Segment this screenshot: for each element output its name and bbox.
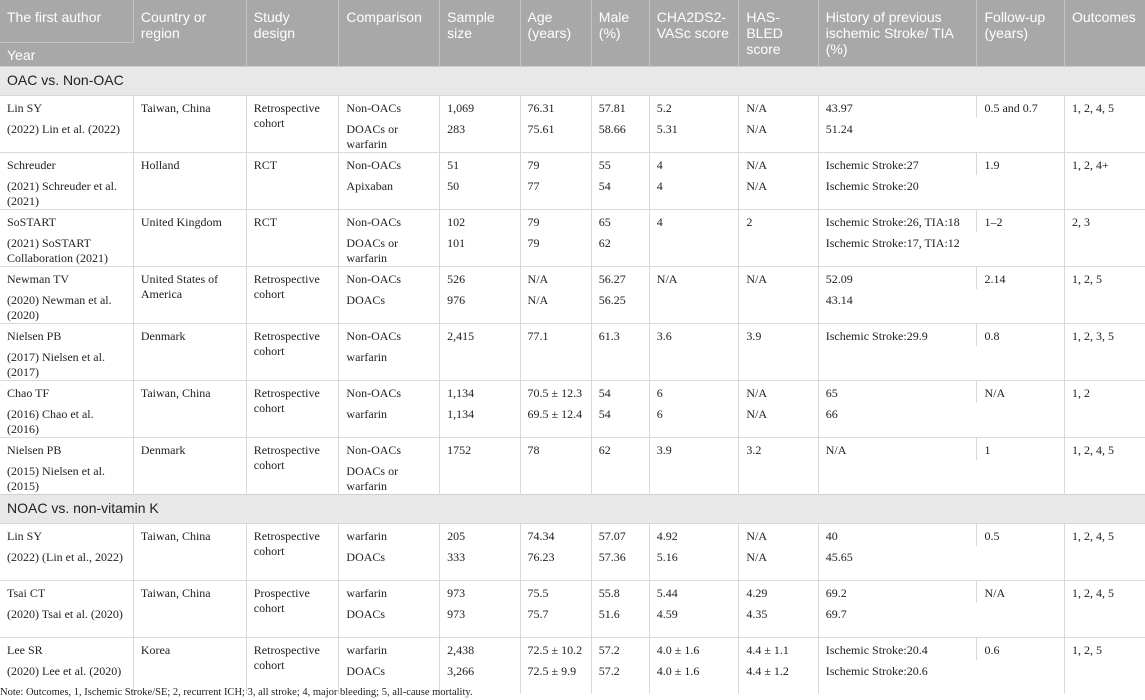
age-cell: 72.5 ± 9.9 (520, 660, 591, 694)
male-cell: 55 (591, 153, 649, 176)
section-title: NOAC vs. non-vitamin K (0, 495, 1145, 524)
cha2ds2-vasc-cell: 5.16 (649, 546, 739, 581)
has-bled-cell: 4.35 (739, 603, 818, 638)
sample-size-cell: 973 (440, 603, 520, 638)
author-cell: Newman TV (0, 267, 133, 290)
sample-size-cell: 1,134 (440, 403, 520, 438)
has-bled-cell: N/A (739, 381, 818, 404)
year-cell: (2021) SoSTART Collaboration (2021) (0, 232, 133, 267)
country-cell: Holland (133, 153, 246, 210)
male-cell: 57.81 (591, 96, 649, 119)
follow-up-cell: 1.9 (977, 153, 1065, 210)
sample-size-cell: 102 (440, 210, 520, 233)
sample-size-cell: 2,438 (440, 638, 520, 661)
section-header-row (0, 67, 1145, 96)
table-body (0, 67, 1145, 695)
comparison-cell: DOACs or warfarin (339, 460, 440, 495)
comparison-cell: Non-OACs (339, 267, 440, 290)
cha2ds2-vasc-cell: 6 (649, 403, 739, 438)
comparison-cell: warfarin (339, 581, 440, 604)
male-cell: 62 (591, 232, 649, 267)
header-year: Year (0, 43, 133, 67)
age-cell: 79 (520, 153, 591, 176)
author-cell: Schreuder (0, 153, 133, 176)
sample-size-cell: 283 (440, 118, 520, 153)
male-cell: 54 (591, 403, 649, 438)
has-bled-cell: N/A (739, 546, 818, 581)
age-cell: 79 (520, 210, 591, 233)
outcomes-cell: 1, 2, 4, 5 (1065, 438, 1145, 495)
table-header (0, 0, 1145, 67)
sample-size-cell: 333 (440, 546, 520, 581)
design-cell: Retrospective cohort (246, 438, 339, 495)
design-cell: RCT (246, 210, 339, 267)
has-bled-cell (739, 460, 818, 495)
stroke-history-cell: Ischemic Stroke:17, TIA:12 (825, 236, 960, 250)
outcomes-cell: 1, 2 (1065, 381, 1145, 438)
has-bled-cell: 2 (739, 210, 818, 233)
male-cell: 57.2 (591, 638, 649, 661)
outcomes-cell: 1, 2, 4, 5 (1065, 524, 1145, 581)
country-cell: United States of America (133, 267, 246, 324)
table-row (0, 96, 1145, 119)
stroke-history-cell: 51.24 (825, 122, 853, 136)
header-has-bled: HAS-BLED score (739, 0, 818, 67)
sample-size-cell (440, 346, 520, 381)
age-cell: 76.23 (520, 546, 591, 581)
table-row (0, 524, 1145, 547)
year-cell: (2016) Chao et al. (2016) (0, 403, 133, 438)
year-cell: (2017) Nielsen et al. (2017) (0, 346, 133, 381)
stroke-history-cell: 43.97 (818, 96, 977, 119)
comparison-cell: Non-OACs (339, 438, 440, 461)
comparison-cell: DOACs or warfarin (339, 118, 440, 153)
follow-up-cell: 0.8 (977, 324, 1065, 381)
outcomes-cell: 1, 2, 4+ (1065, 153, 1145, 210)
has-bled-cell (739, 289, 818, 324)
year-cell: (2021) Schreuder et al. (2021) (0, 175, 133, 210)
follow-up-cell: 2.14 (977, 267, 1065, 324)
country-cell: Taiwan, China (133, 524, 246, 581)
comparison-cell: Non-OACs (339, 381, 440, 404)
year-cell: (2020) Newman et al. (2020) (0, 289, 133, 324)
age-cell (520, 346, 591, 381)
follow-up-cell: 0.5 and 0.7 (977, 96, 1065, 153)
male-cell: 58.66 (591, 118, 649, 153)
stroke-history-cell: 40 (818, 524, 977, 547)
stroke-history-cell: 69.7 (825, 607, 847, 621)
cha2ds2-vasc-cell (649, 346, 739, 381)
outcomes-cell: 1, 2, 5 (1065, 267, 1145, 324)
design-cell: Retrospective cohort (246, 267, 339, 324)
age-cell: 69.5 ± 12.4 (520, 403, 591, 438)
comparison-cell: Apixaban (339, 175, 440, 210)
has-bled-cell: N/A (739, 153, 818, 176)
has-bled-cell: N/A (739, 118, 818, 153)
age-cell: 77 (520, 175, 591, 210)
comparison-cell: warfarin (339, 524, 440, 547)
comparison-cell: warfarin (339, 403, 440, 438)
outcomes-cell: 1, 2, 4, 5 (1065, 581, 1145, 638)
comparison-cell: DOACs (339, 546, 440, 581)
table-row (0, 153, 1145, 176)
table-row (0, 210, 1145, 233)
header-study-design: Study design (246, 0, 339, 67)
sample-size-cell: 973 (440, 581, 520, 604)
header-outcomes: Outcomes (1065, 0, 1145, 67)
age-cell: N/A (520, 289, 591, 324)
male-cell: 61.3 (591, 324, 649, 347)
cha2ds2-vasc-cell: 5.31 (649, 118, 739, 153)
header-cha2ds2-vasc: CHA2DS2-VASc score (649, 0, 739, 67)
stroke-history-cell: Ischemic Stroke:27 (818, 153, 977, 176)
cha2ds2-vasc-cell: 4.59 (649, 603, 739, 638)
stroke-history-cell: Ischemic Stroke:20.6 (825, 664, 928, 678)
male-cell (591, 460, 649, 495)
age-cell: 75.61 (520, 118, 591, 153)
age-cell: 75.5 (520, 581, 591, 604)
age-cell: 79 (520, 232, 591, 267)
age-cell: 76.31 (520, 96, 591, 119)
table-row (0, 381, 1145, 404)
cha2ds2-vasc-cell: N/A (649, 267, 739, 290)
sample-size-cell: 1,069 (440, 96, 520, 119)
male-cell: 65 (591, 210, 649, 233)
section-header-row (0, 495, 1145, 524)
cha2ds2-vasc-cell: 3.6 (649, 324, 739, 347)
author-cell: Tsai CT (0, 581, 133, 604)
male-cell: 54 (591, 381, 649, 404)
cha2ds2-vasc-cell: 4 (649, 153, 739, 176)
sample-size-cell: 101 (440, 232, 520, 267)
cha2ds2-vasc-cell (649, 460, 739, 495)
sample-size-cell: 976 (440, 289, 520, 324)
male-cell: 57.36 (591, 546, 649, 581)
follow-up-cell: 1–2 (977, 210, 1065, 267)
header-sample-size: Sample size (440, 0, 520, 67)
stroke-history-cell: 66 (825, 407, 838, 421)
age-cell (520, 460, 591, 495)
cha2ds2-vasc-cell: 4.92 (649, 524, 739, 547)
sample-size-cell: 2,415 (440, 324, 520, 347)
outcomes-cell: 1, 2, 5 (1065, 638, 1145, 695)
cha2ds2-vasc-cell: 4.0 ± 1.6 (649, 660, 739, 694)
header-follow-up: Follow-up (years) (977, 0, 1065, 67)
author-cell: Lin SY (0, 96, 133, 119)
has-bled-cell (739, 346, 818, 381)
table-row (0, 324, 1145, 347)
country-cell: United Kingdom (133, 210, 246, 267)
country-cell: Taiwan, China (133, 581, 246, 638)
year-cell: (2015) Nielsen et al. (2015) (0, 460, 133, 495)
outcomes-cell: 1, 2, 4, 5 (1065, 96, 1145, 153)
cha2ds2-vasc-cell: 4 (649, 175, 739, 210)
section-title: OAC vs. Non-OAC (0, 67, 1145, 96)
comparison-cell: Non-OACs (339, 153, 440, 176)
follow-up-cell: 1 (977, 438, 1065, 495)
age-cell: 70.5 ± 12.3 (520, 381, 591, 404)
comparison-cell: warfarin (339, 638, 440, 661)
table-row (0, 581, 1145, 604)
comparison-cell: Non-OACs (339, 96, 440, 119)
male-cell: 56.25 (591, 289, 649, 324)
age-cell: 72.5 ± 10.2 (520, 638, 591, 661)
stroke-history-cell: 69.2 (818, 581, 977, 604)
male-cell: 62 (591, 438, 649, 461)
has-bled-cell: N/A (739, 175, 818, 210)
design-cell: Retrospective cohort (246, 381, 339, 438)
stroke-history-cell: N/A (818, 438, 977, 461)
comparison-cell: Non-OACs (339, 210, 440, 233)
male-cell: 54 (591, 175, 649, 210)
age-cell: 74.34 (520, 524, 591, 547)
stroke-history-cell: 45.65 (825, 550, 853, 564)
cha2ds2-vasc-cell: 5.44 (649, 581, 739, 604)
has-bled-cell: 3.2 (739, 438, 818, 461)
stroke-history-cell: 43.14 (825, 293, 853, 307)
cha2ds2-vasc-cell (649, 232, 739, 267)
sample-size-cell (440, 460, 520, 495)
comparison-cell: DOACs (339, 660, 440, 694)
author-cell: SoSTART (0, 210, 133, 233)
cha2ds2-vasc-cell: 3.9 (649, 438, 739, 461)
design-cell: Retrospective cohort (246, 638, 339, 695)
male-cell: 57.2 (591, 660, 649, 694)
male-cell (591, 346, 649, 381)
age-cell: 78 (520, 438, 591, 461)
follow-up-cell: 0.5 (977, 524, 1065, 581)
year-cell: (2022) Lin et al. (2022) (0, 118, 133, 153)
stroke-history-cell (818, 346, 977, 381)
stroke-history-cell: 65 (818, 381, 977, 404)
cha2ds2-vasc-cell (649, 289, 739, 324)
design-cell: RCT (246, 153, 339, 210)
header-stroke-history: History of previous ischemic Stroke/ TIA (%) (818, 0, 977, 67)
stroke-history-cell: Ischemic Stroke:20 (825, 179, 919, 193)
design-cell: Retrospective cohort (246, 524, 339, 581)
has-bled-cell: 4.4 ± 1.2 (739, 660, 818, 694)
year-cell: (2020) Tsai et al. (2020) (0, 603, 133, 638)
outcomes-cell: 2, 3 (1065, 210, 1145, 267)
has-bled-cell (739, 232, 818, 267)
outcomes-cell: 1, 2, 3, 5 (1065, 324, 1145, 381)
design-cell: Prospective cohort (246, 581, 339, 638)
author-cell: Lin SY (0, 524, 133, 547)
sample-size-cell: 50 (440, 175, 520, 210)
sample-size-cell: 1,134 (440, 381, 520, 404)
follow-up-cell: N/A (977, 381, 1065, 438)
cha2ds2-vasc-cell: 4 (649, 210, 739, 233)
stroke-history-cell: Ischemic Stroke:26, TIA:18 (818, 210, 977, 233)
has-bled-cell: N/A (739, 403, 818, 438)
header-age: Age (years) (520, 0, 591, 67)
male-cell: 56.27 (591, 267, 649, 290)
author-cell: Nielsen PB (0, 324, 133, 347)
header-male: Male (%) (591, 0, 649, 67)
author-cell: Chao TF (0, 381, 133, 404)
country-cell: Taiwan, China (133, 381, 246, 438)
cha2ds2-vasc-cell: 4.0 ± 1.6 (649, 638, 739, 661)
author-cell: Lee SR (0, 638, 133, 661)
male-cell: 57.07 (591, 524, 649, 547)
has-bled-cell: 3.9 (739, 324, 818, 347)
has-bled-cell: 4.29 (739, 581, 818, 604)
has-bled-cell: N/A (739, 96, 818, 119)
header-country: Country or region (133, 0, 246, 67)
follow-up-cell: 0.6 (977, 638, 1065, 695)
country-cell: Taiwan, China (133, 96, 246, 153)
author-cell: Nielsen PB (0, 438, 133, 461)
has-bled-cell: N/A (739, 524, 818, 547)
year-cell: (2022) (Lin et al., 2022) (0, 546, 133, 581)
male-cell: 51.6 (591, 603, 649, 638)
sample-size-cell: 205 (440, 524, 520, 547)
comparison-cell: warfarin (339, 346, 440, 381)
age-cell: 77.1 (520, 324, 591, 347)
sample-size-cell: 526 (440, 267, 520, 290)
header-first-author: The first author (0, 0, 133, 43)
cha2ds2-vasc-cell: 5.2 (649, 96, 739, 119)
cha2ds2-vasc-cell: 6 (649, 381, 739, 404)
design-cell: Retrospective cohort (246, 324, 339, 381)
age-cell: 75.7 (520, 603, 591, 638)
follow-up-cell: N/A (977, 581, 1065, 638)
country-cell: Denmark (133, 324, 246, 381)
design-cell: Retrospective cohort (246, 96, 339, 153)
table-note: Note: Outcomes, 1, Ischemic Stroke/SE; 2, recurrent ICH; 3, all stroke; 4, major bleeding; 5, all-cause mortality. (0, 687, 473, 698)
table-row (0, 267, 1145, 290)
country-cell: Denmark (133, 438, 246, 495)
age-cell: N/A (520, 267, 591, 290)
sample-size-cell: 3,266 (440, 660, 520, 694)
table-row (0, 638, 1145, 661)
stroke-history-cell: 52.09 (818, 267, 977, 290)
sample-size-cell: 1752 (440, 438, 520, 461)
header-row (0, 0, 1145, 43)
stroke-history-cell: Ischemic Stroke:20.4 (818, 638, 977, 661)
year-cell: (2020) Lee et al. (2020) (0, 660, 133, 694)
has-bled-cell: 4.4 ± 1.1 (739, 638, 818, 661)
comparison-cell: Non-OACs (339, 324, 440, 347)
stroke-history-cell: Ischemic Stroke:29.9 (818, 324, 977, 347)
comparison-cell: DOACs (339, 603, 440, 638)
header-comparison: Comparison (339, 0, 440, 67)
stroke-history-cell (818, 460, 977, 495)
has-bled-cell: N/A (739, 267, 818, 290)
male-cell: 55.8 (591, 581, 649, 604)
comparison-cell: DOACs or warfarin (339, 232, 440, 267)
sample-size-cell: 51 (440, 153, 520, 176)
comparison-cell: DOACs (339, 289, 440, 324)
table-row (0, 438, 1145, 461)
country-cell: Korea (133, 638, 246, 695)
